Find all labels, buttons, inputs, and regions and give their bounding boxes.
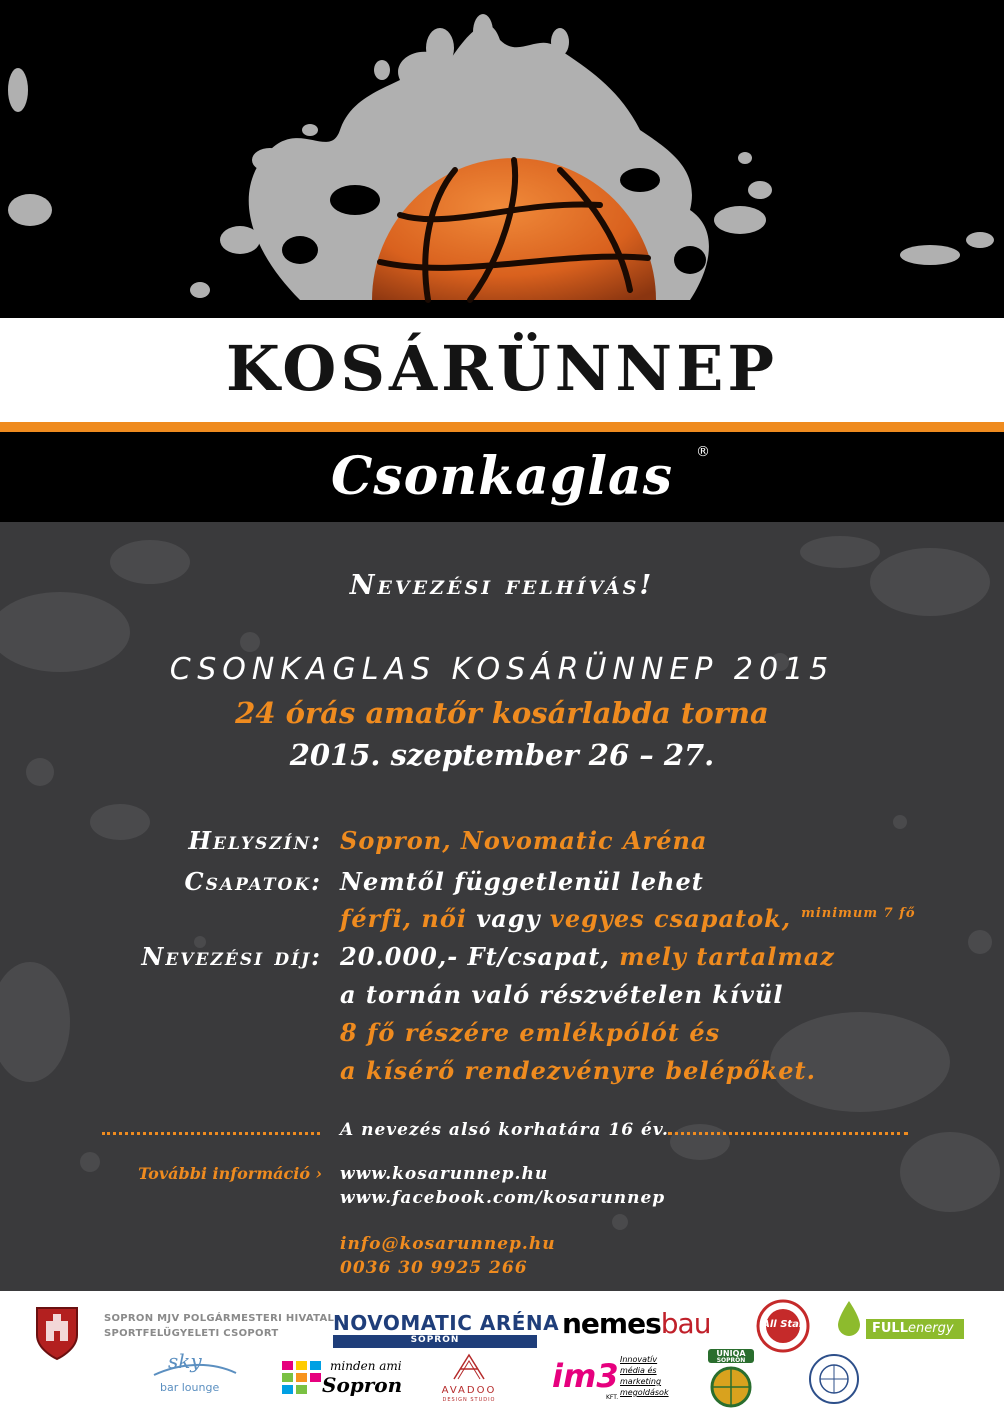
sky-logo-text: sky <box>168 1349 202 1373</box>
coat-of-arms-icon <box>34 1305 80 1361</box>
im3-sub-text: KFT. <box>606 1394 619 1401</box>
teams-or: vagy <box>466 904 550 933</box>
teams-gender: férfi, női <box>340 904 467 933</box>
minden-sopron-text: Sopron <box>322 1373 403 1397</box>
fee-includes: mely tartalmaz <box>619 942 835 971</box>
call-for-entries-heading: Nevezési felhívás! <box>349 570 655 601</box>
city-office-line-2: SPORTFELÜGYELETI CSOPORT <box>104 1328 279 1339</box>
fee-line-4: a kísérő rendezvényre belépőket. <box>340 1056 816 1085</box>
fee-line-1 <box>340 942 835 971</box>
uniqa-sub-text: SOPRON <box>716 1357 746 1364</box>
teams-line-1: Nemtől függetlenül lehet <box>340 867 704 896</box>
teams-label: Csapatok: <box>184 867 322 896</box>
all-star-text: All Star <box>762 1319 804 1330</box>
email-link[interactable]: info@kosarunnep.hu <box>340 1234 556 1254</box>
orange-stripe <box>0 422 1004 432</box>
avadoo-logo-icon <box>450 1351 488 1383</box>
event-date: 2015. szeptember 26 – 27. <box>289 738 715 772</box>
venue-label: Helyszín: <box>188 826 322 855</box>
im3-logo-text: im3 <box>552 1357 619 1395</box>
brand-logo-text: Csonkaglas <box>331 446 673 507</box>
venue-value: Sopron, Novomatic Aréna <box>340 826 708 855</box>
nemes-text: nemes <box>562 1307 661 1340</box>
im3-line-1: Innovatív <box>620 1355 658 1364</box>
novomatic-sub: SOPRON <box>410 1335 460 1345</box>
minden-ami-sopron-squares-icon <box>282 1361 322 1395</box>
info-panel <box>0 522 1004 1291</box>
dotted-rule-right <box>668 1132 908 1135</box>
more-info-label: További információ › <box>138 1164 322 1183</box>
avadoo-sub-text: DESIGN STUDIO <box>442 1397 496 1403</box>
city-office-line-1: SOPRON MJV POLGÁRMESTERI HIVATAL <box>104 1313 335 1324</box>
energy-drop-icon <box>836 1299 862 1337</box>
im3-line-2: média és <box>620 1366 657 1375</box>
age-limit-note: A nevezés alsó korhatára 16 év. <box>340 1120 669 1140</box>
title-band <box>0 318 1004 422</box>
teams-minimum: minimum 7 fő <box>801 906 916 921</box>
minden-ami-text: minden ami <box>330 1359 402 1373</box>
website-link[interactable]: www.kosarunnep.hu <box>340 1164 549 1184</box>
fee-line-3: 8 fő részére emlékpólót és <box>340 1018 721 1047</box>
fee-amount: 20.000,- Ft/csapat, <box>340 942 620 971</box>
nemesbau-logo <box>562 1307 710 1340</box>
energy-text: energy <box>908 1321 954 1336</box>
basketball-splash-illustration <box>0 0 1004 318</box>
phone-number: 0036 30 9925 266 <box>340 1258 528 1278</box>
hero-banner <box>0 0 1004 318</box>
event-title: CSONKAGLAS KOSÁRÜNNEP 2015 <box>169 652 835 687</box>
dotted-rule-left <box>102 1132 320 1135</box>
im3-line-3: marketing <box>620 1377 662 1386</box>
teams-line-2 <box>340 904 916 933</box>
sky-swoosh-icon <box>150 1359 240 1379</box>
bau-text: bau <box>660 1307 711 1340</box>
facebook-link[interactable]: www.facebook.com/kosarunnep <box>340 1188 666 1208</box>
event-subtitle: 24 órás amatőr kosárlabda torna <box>235 696 769 730</box>
basketball-club-emblem-icon <box>808 1353 860 1405</box>
brand-band <box>0 432 1004 522</box>
novomatic-logo-text: NOVOMATIC ARÉNA <box>333 1311 560 1335</box>
im3-line-4: megoldások <box>620 1388 669 1397</box>
teams-mixed: vegyes csapatok, <box>549 904 792 933</box>
full-text: FULL <box>872 1321 909 1336</box>
uniqa-text: UNIQA <box>716 1349 746 1358</box>
registered-mark: ® <box>696 444 710 460</box>
fullenergy-logo <box>872 1321 954 1336</box>
main-title: KOSÁRÜNNEP <box>226 332 778 405</box>
sponsors-footer <box>0 1291 1004 1417</box>
sky-sub-text: bar lounge <box>160 1381 220 1394</box>
avadoo-text: AVADOO <box>441 1385 497 1396</box>
fee-line-2: a tornán való részvételen kívül <box>340 980 784 1009</box>
fee-label: Nevezési díj: <box>141 942 322 971</box>
